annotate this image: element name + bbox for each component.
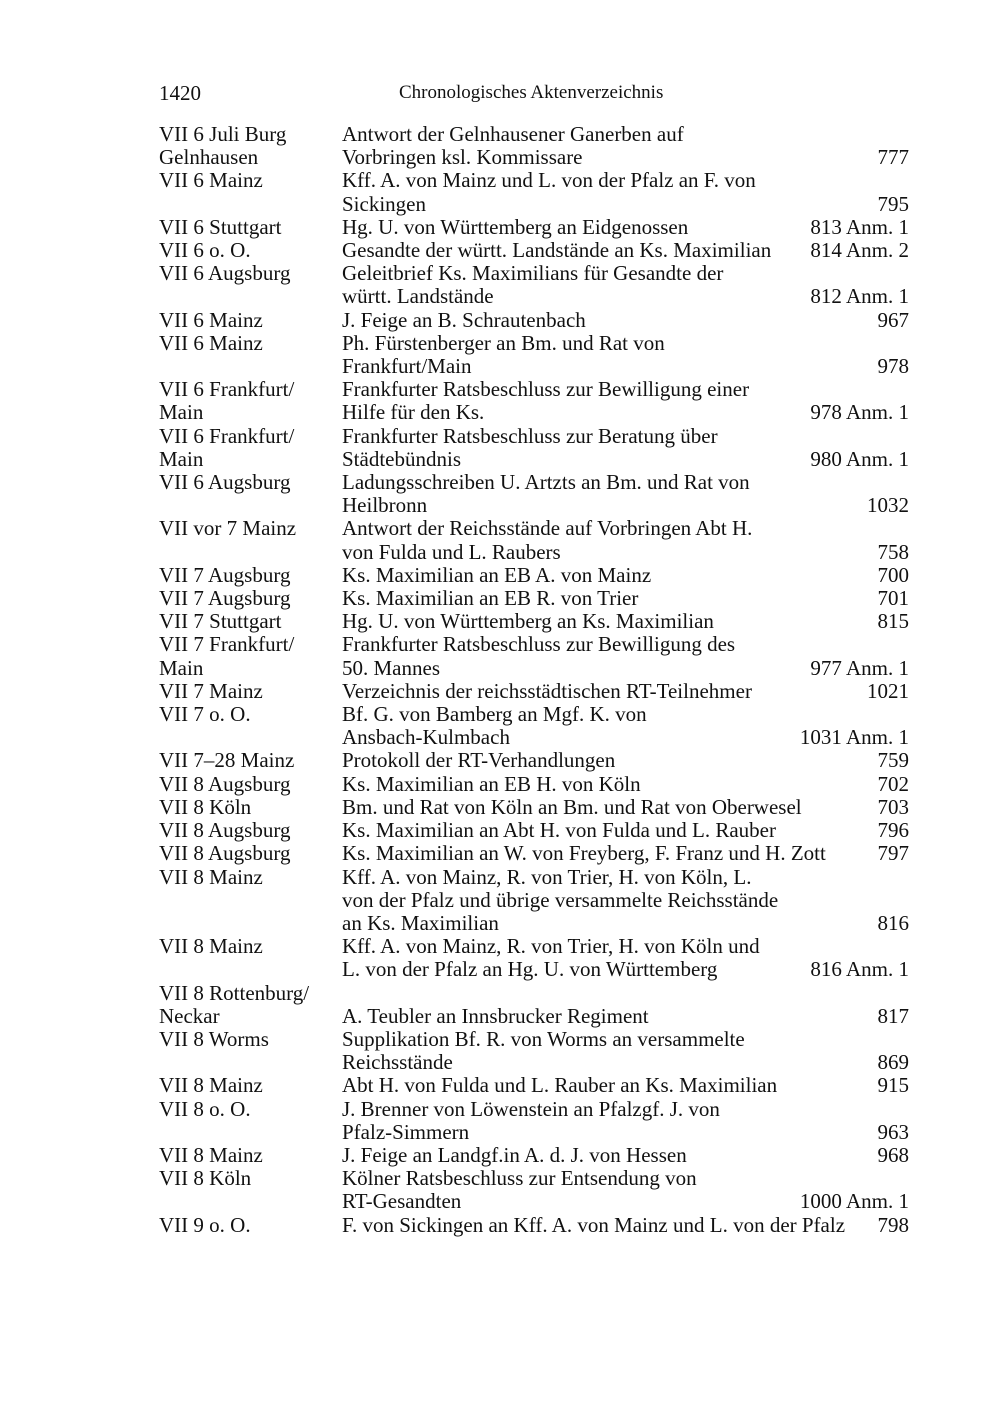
list-item [159,819,909,842]
entry-reference: 814 Anm. 2 [810,238,909,263]
entry-description: Antwort der Gelnhausener Ganerben auf Vorbringen ksl. Kommissare [342,122,684,170]
entry-reference: 813 Anm. 1 [810,214,909,239]
entry-reference: 815 [877,609,909,634]
entry-description: Bf. G. von Bamberg an Mgf. K. von Ansbach-Kulmbach [342,702,647,750]
entry-reference: 817 [877,1003,909,1028]
entry-date: VII 9 o. O. [159,1212,251,1237]
list-item [159,1214,909,1237]
list-item [159,216,909,239]
entry-date: VII 8 Köln [159,1166,252,1191]
list-item [159,1167,909,1213]
entry-date: VII 8 Mainz [159,1142,263,1167]
entry-date: VII 8 Mainz [159,1073,263,1098]
running-title: Chronologisches Aktenverzeichnis [399,82,664,103]
entry-reference: 967 [877,307,909,332]
entry-reference: 1031 Anm. 1 [799,725,909,750]
list-item [159,633,909,679]
entry-reference: 977 Anm. 1 [810,655,909,680]
list-item [159,842,909,865]
entry-date: VII 7 Mainz [159,678,263,703]
entry-description: Ks. Maximilian an Abt H. von Fulda und L. Rauber [342,818,776,843]
list-item [159,866,909,936]
entry-description: Verzeichnis der reichsstädtischen RT-Teilnehmer [342,678,752,703]
entry-reference: 703 [877,794,909,819]
entry-date: VII 8 Augsburg [159,841,291,866]
list-item [159,796,909,819]
entry-reference: 777 [877,145,909,170]
list-item [159,332,909,378]
entry-reference: 816 [877,910,909,935]
entry-date: VII 6 Juli Burg Gelnhausen [159,122,287,170]
entry-description: Hg. U. von Württemberg an Ks. Maximilian [342,609,714,634]
list-item [159,425,909,471]
entry-date: VII 7 Augsburg [159,562,291,587]
entry-description: Kff. A. von Mainz, R. von Trier, H. von Köln und L. von der Pfalz an Hg. U. von Württemberg [342,934,760,982]
list-item [159,703,909,749]
entry-reference: 797 [877,841,909,866]
entry-reference: 702 [877,771,909,796]
list-item [159,680,909,703]
entry-description: Ks. Maximilian an EB A. von Mainz [342,562,652,587]
entry-reference: 963 [877,1119,909,1144]
entry-description: Kff. A. von Mainz, R. von Trier, H. von Köln, L. von der Pfalz und übrige versammelte Reichsstände an Ks. Maximilian [342,864,779,935]
entry-description: Supplikation Bf. R. von Worms an versammelte Reichsstände [342,1026,745,1075]
entry-date: VII 6 Mainz [159,307,263,332]
entry-date: VII 8 o. O. [159,1096,251,1121]
entry-reference: 978 Anm. 1 [810,400,909,425]
entry-description: Kff. A. von Mainz und L. von der Pfalz an F. von Sickingen [342,168,756,216]
entry-reference: 869 [877,1050,909,1075]
list-item [159,1144,909,1167]
list-item [159,239,909,262]
entry-reference: 968 [877,1142,909,1167]
entry-date: VII 8 Rottenburg/ Neckar [159,980,310,1028]
entry-description: Bm. und Rat von Köln an Bm. und Rat von Oberwesel [342,794,802,819]
entry-reference: 980 Anm. 1 [810,446,909,471]
list-item [159,1098,909,1144]
entry-date: VII 6 Frankfurt/ Main [159,377,295,425]
entry-description: Geleitbrief Ks. Maximilians für Gesandte der württ. Landstände [342,261,724,309]
entry-description: Ks. Maximilian an W. von Freyberg, F. Franz und H. Zott [342,841,826,866]
entry-description: Hg. U. von Württemberg an Eidgenossen [342,214,689,239]
entry-reference: 759 [877,748,909,773]
entry-reference: 795 [877,191,909,216]
list-item [159,123,909,169]
entry-reference: 796 [877,818,909,843]
entry-date: VII 7 Augsburg [159,586,291,611]
entry-description: Ph. Fürstenberger an Bm. und Rat von Frankfurt/Main [342,330,665,379]
entry-description: Ks. Maximilian an EB R. von Trier [342,586,639,611]
entry-date: VII 8 Mainz [159,864,263,889]
list-item [159,309,909,332]
entry-reference: 1000 Anm. 1 [799,1189,909,1214]
entry-date: VII 8 Mainz [159,934,263,959]
entry-date: VII 8 Worms [159,1026,269,1051]
entry-reference: 816 Anm. 1 [810,957,909,982]
entry-description: Frankfurter Ratsbeschluss zur Bewilligung einer Hilfe für den Ks. [342,377,750,425]
entry-description: J. Feige an B. Schrautenbach [342,307,586,332]
entry-description: Ks. Maximilian an EB H. von Köln [342,771,641,796]
list-item [159,471,909,517]
entry-date: VII 6 Augsburg [159,470,291,495]
entry-date: VII 8 Augsburg [159,771,291,796]
entry-description: Kölner Ratsbeschluss zur Entsendung von RT-Gesandten [342,1166,697,1214]
list-item [159,1028,909,1074]
entry-date: VII vor 7 Mainz [159,516,297,541]
list-item [159,1074,909,1097]
entry-reference: 1021 [867,678,909,703]
entry-reference: 915 [877,1073,909,1098]
entry-date: VII 6 o. O. [159,238,251,263]
entry-date: VII 7–28 Mainz [159,748,295,773]
list-item [159,935,909,981]
entry-date: VII 6 Mainz [159,168,263,193]
list-item [159,773,909,796]
entry-reference: 812 Anm. 1 [810,284,909,309]
list-item [159,749,909,772]
entry-reference: 758 [877,539,909,564]
entry-description: Gesandte der württ. Landstände an Ks. Maximilian [342,238,772,263]
entry-reference: 700 [877,562,909,587]
entry-description: Antwort der Reichsstände auf Vorbringen Abt H. von Fulda und L. Raubers [342,516,753,564]
entry-reference: 701 [877,586,909,611]
entry-date: VII 7 o. O. [159,702,251,727]
list-item [159,517,909,563]
list-item [159,587,909,610]
entry-date: VII 7 Stuttgart [159,609,282,634]
entry-reference: 978 [877,354,909,379]
entry-description: Frankfurter Ratsbeschluss zur Beratung über Städtebündnis [342,423,718,471]
entry-date: VII 6 Augsburg [159,261,291,286]
entry-reference: 1032 [867,493,909,518]
entry-date: VII 6 Stuttgart [159,214,282,239]
page-number: 1420 [159,81,201,105]
entry-description: J. Brenner von Löwenstein an Pfalzgf. J. von Pfalz-Simmern [342,1096,720,1144]
entry-description: J. Feige an Landgf.in A. d. J. von Hessen [342,1142,687,1167]
entry-date: VII 8 Augsburg [159,818,291,843]
list-item [159,564,909,587]
entry-description: Protokoll der RT-Verhandlungen [342,748,616,773]
entry-reference: 798 [877,1212,909,1237]
entry-description: Abt H. von Fulda und L. Rauber an Ks. Maximilian [342,1073,778,1098]
list-item [159,610,909,633]
page-header [159,79,909,107]
entry-date: VII 6 Mainz [159,330,263,355]
entry-date: VII 8 Köln [159,794,252,819]
list-item [159,262,909,308]
entry-description: F. von Sickingen an Kff. A. von Mainz und L. von der Pfalz [342,1212,846,1237]
entry-description: Ladungsschreiben U. Artzts an Bm. und Rat von Heilbronn [342,470,750,518]
list-item [159,378,909,424]
chronological-entry-list [159,123,909,1237]
list-item [159,169,909,215]
entry-date: VII 6 Frankfurt/ Main [159,423,295,471]
list-item [159,982,909,1028]
entry-description: Frankfurter Ratsbeschluss zur Bewilligung des 50. Mannes [342,632,736,680]
entry-date: VII 7 Frankfurt/ Main [159,632,295,680]
entry-description: A. Teubler an Innsbrucker Regiment [342,1003,649,1028]
